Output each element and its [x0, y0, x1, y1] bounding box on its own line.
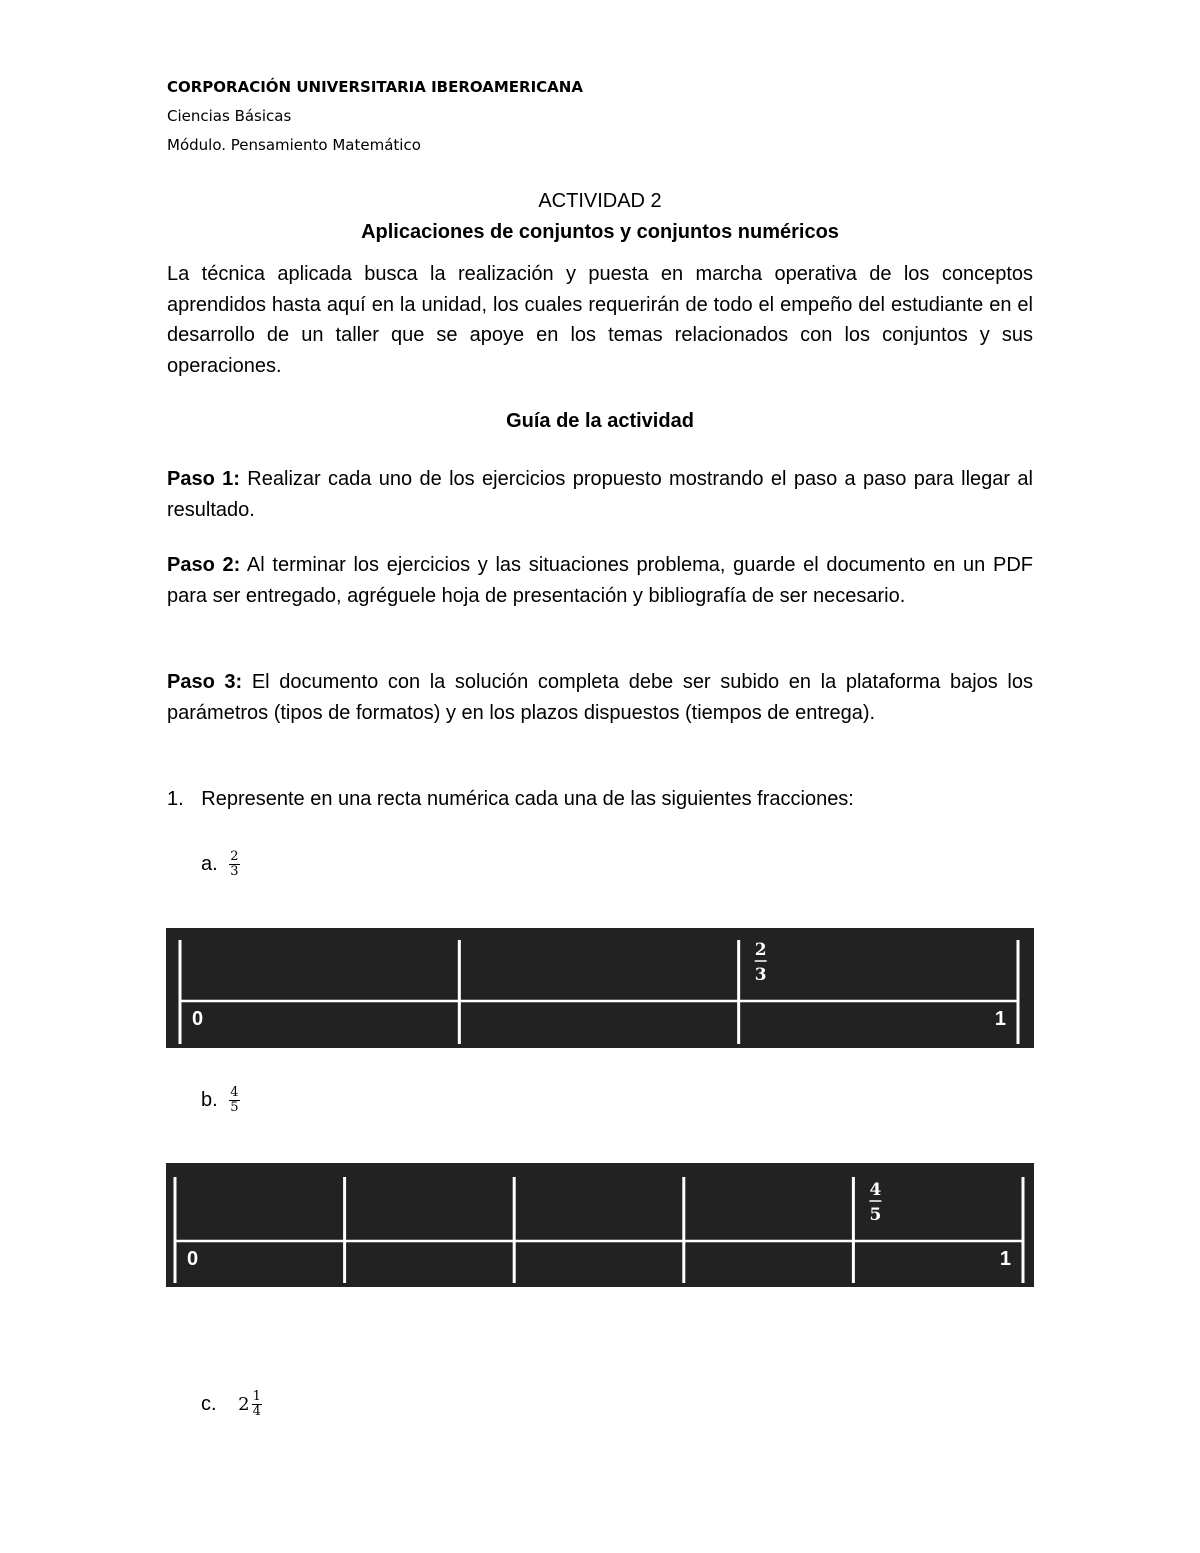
step-3-label: Paso 3:: [167, 671, 243, 693]
item-c-numerator: 1: [252, 1389, 261, 1404]
step-3-text: El documento con la solución completa debe ser subido en la plataforma bajos los parámetros (tipos de formatos) y en los plazos dispuestos (tiempos de entrega).: [167, 671, 1033, 724]
step-1: [167, 464, 1033, 525]
guide-heading: Guía de la actividad: [506, 410, 694, 432]
item-b-fraction: [229, 1086, 239, 1115]
step-2-label: Paso 2:: [167, 554, 241, 576]
module-name: Módulo. Pensamiento Matemático: [167, 136, 421, 154]
activity-title: ACTIVIDAD 2: [538, 190, 662, 212]
end-label: 1: [999, 1248, 1011, 1270]
step-1-text: Realizar cada uno de los ejercicios propuesto mostrando el paso a paso para llegar al resultado.: [167, 468, 1033, 521]
item-b-letter: b.: [201, 1088, 218, 1111]
item-a: [201, 850, 240, 879]
item-b-numerator: 4: [230, 1085, 239, 1100]
item-c-fraction: [252, 1390, 262, 1419]
activity-subtitle: Aplicaciones de conjuntos y conjuntos numéricos: [361, 221, 839, 243]
exercise-number: 1.: [167, 788, 184, 810]
item-c: [201, 1390, 262, 1419]
exercise-1: [167, 788, 854, 811]
institution-name: CORPORACIÓN UNIVERSITARIA IBEROAMERICANA: [167, 78, 583, 96]
item-c-whole: 2: [238, 1394, 250, 1415]
start-label: 0: [187, 1248, 199, 1270]
item-c-denominator: 4: [252, 1404, 261, 1419]
item-c-letter: c.: [201, 1392, 217, 1415]
step-3: [167, 667, 1033, 728]
end-label: 1: [994, 1008, 1006, 1030]
marked-denominator: 5: [869, 1205, 882, 1225]
step-1-label: Paso 1:: [167, 468, 240, 490]
marked-numerator: 4: [869, 1180, 882, 1200]
item-b: [201, 1086, 240, 1115]
item-a-denominator: 3: [230, 864, 239, 879]
item-a-fraction: [229, 850, 239, 879]
item-a-letter: a.: [201, 852, 218, 875]
number-line-b: [166, 1163, 1034, 1287]
marked-denominator: 3: [754, 965, 767, 985]
exercise-prompt: Represente en una recta numérica cada una de las siguientes fracciones:: [201, 788, 854, 810]
start-label: 0: [192, 1008, 204, 1030]
item-b-denominator: 5: [230, 1100, 239, 1115]
number-line-a: [166, 928, 1034, 1048]
number-line-b-svg: [166, 1163, 1034, 1287]
step-2: [167, 550, 1033, 611]
marked-numerator: 2: [754, 940, 767, 960]
department-name: Ciencias Básicas: [167, 107, 292, 125]
intro-paragraph: La técnica aplicada busca la realización y puesta en marcha operativa de los conceptos aprendidos hasta aquí en la unidad, los cuales requerirán de todo el empeño del estudiante en el desarrollo de un taller que se apoye en los temas relacionados con los conjuntos y sus operaciones.: [167, 263, 1033, 377]
number-line-a-svg: [166, 928, 1034, 1048]
item-a-numerator: 2: [230, 849, 239, 864]
step-2-text: Al terminar los ejercicios y las situaciones problema, guarde el documento en un PDF para ser entregado, agréguele hoja de presentación y bibliografía de ser necesario.: [167, 554, 1033, 607]
